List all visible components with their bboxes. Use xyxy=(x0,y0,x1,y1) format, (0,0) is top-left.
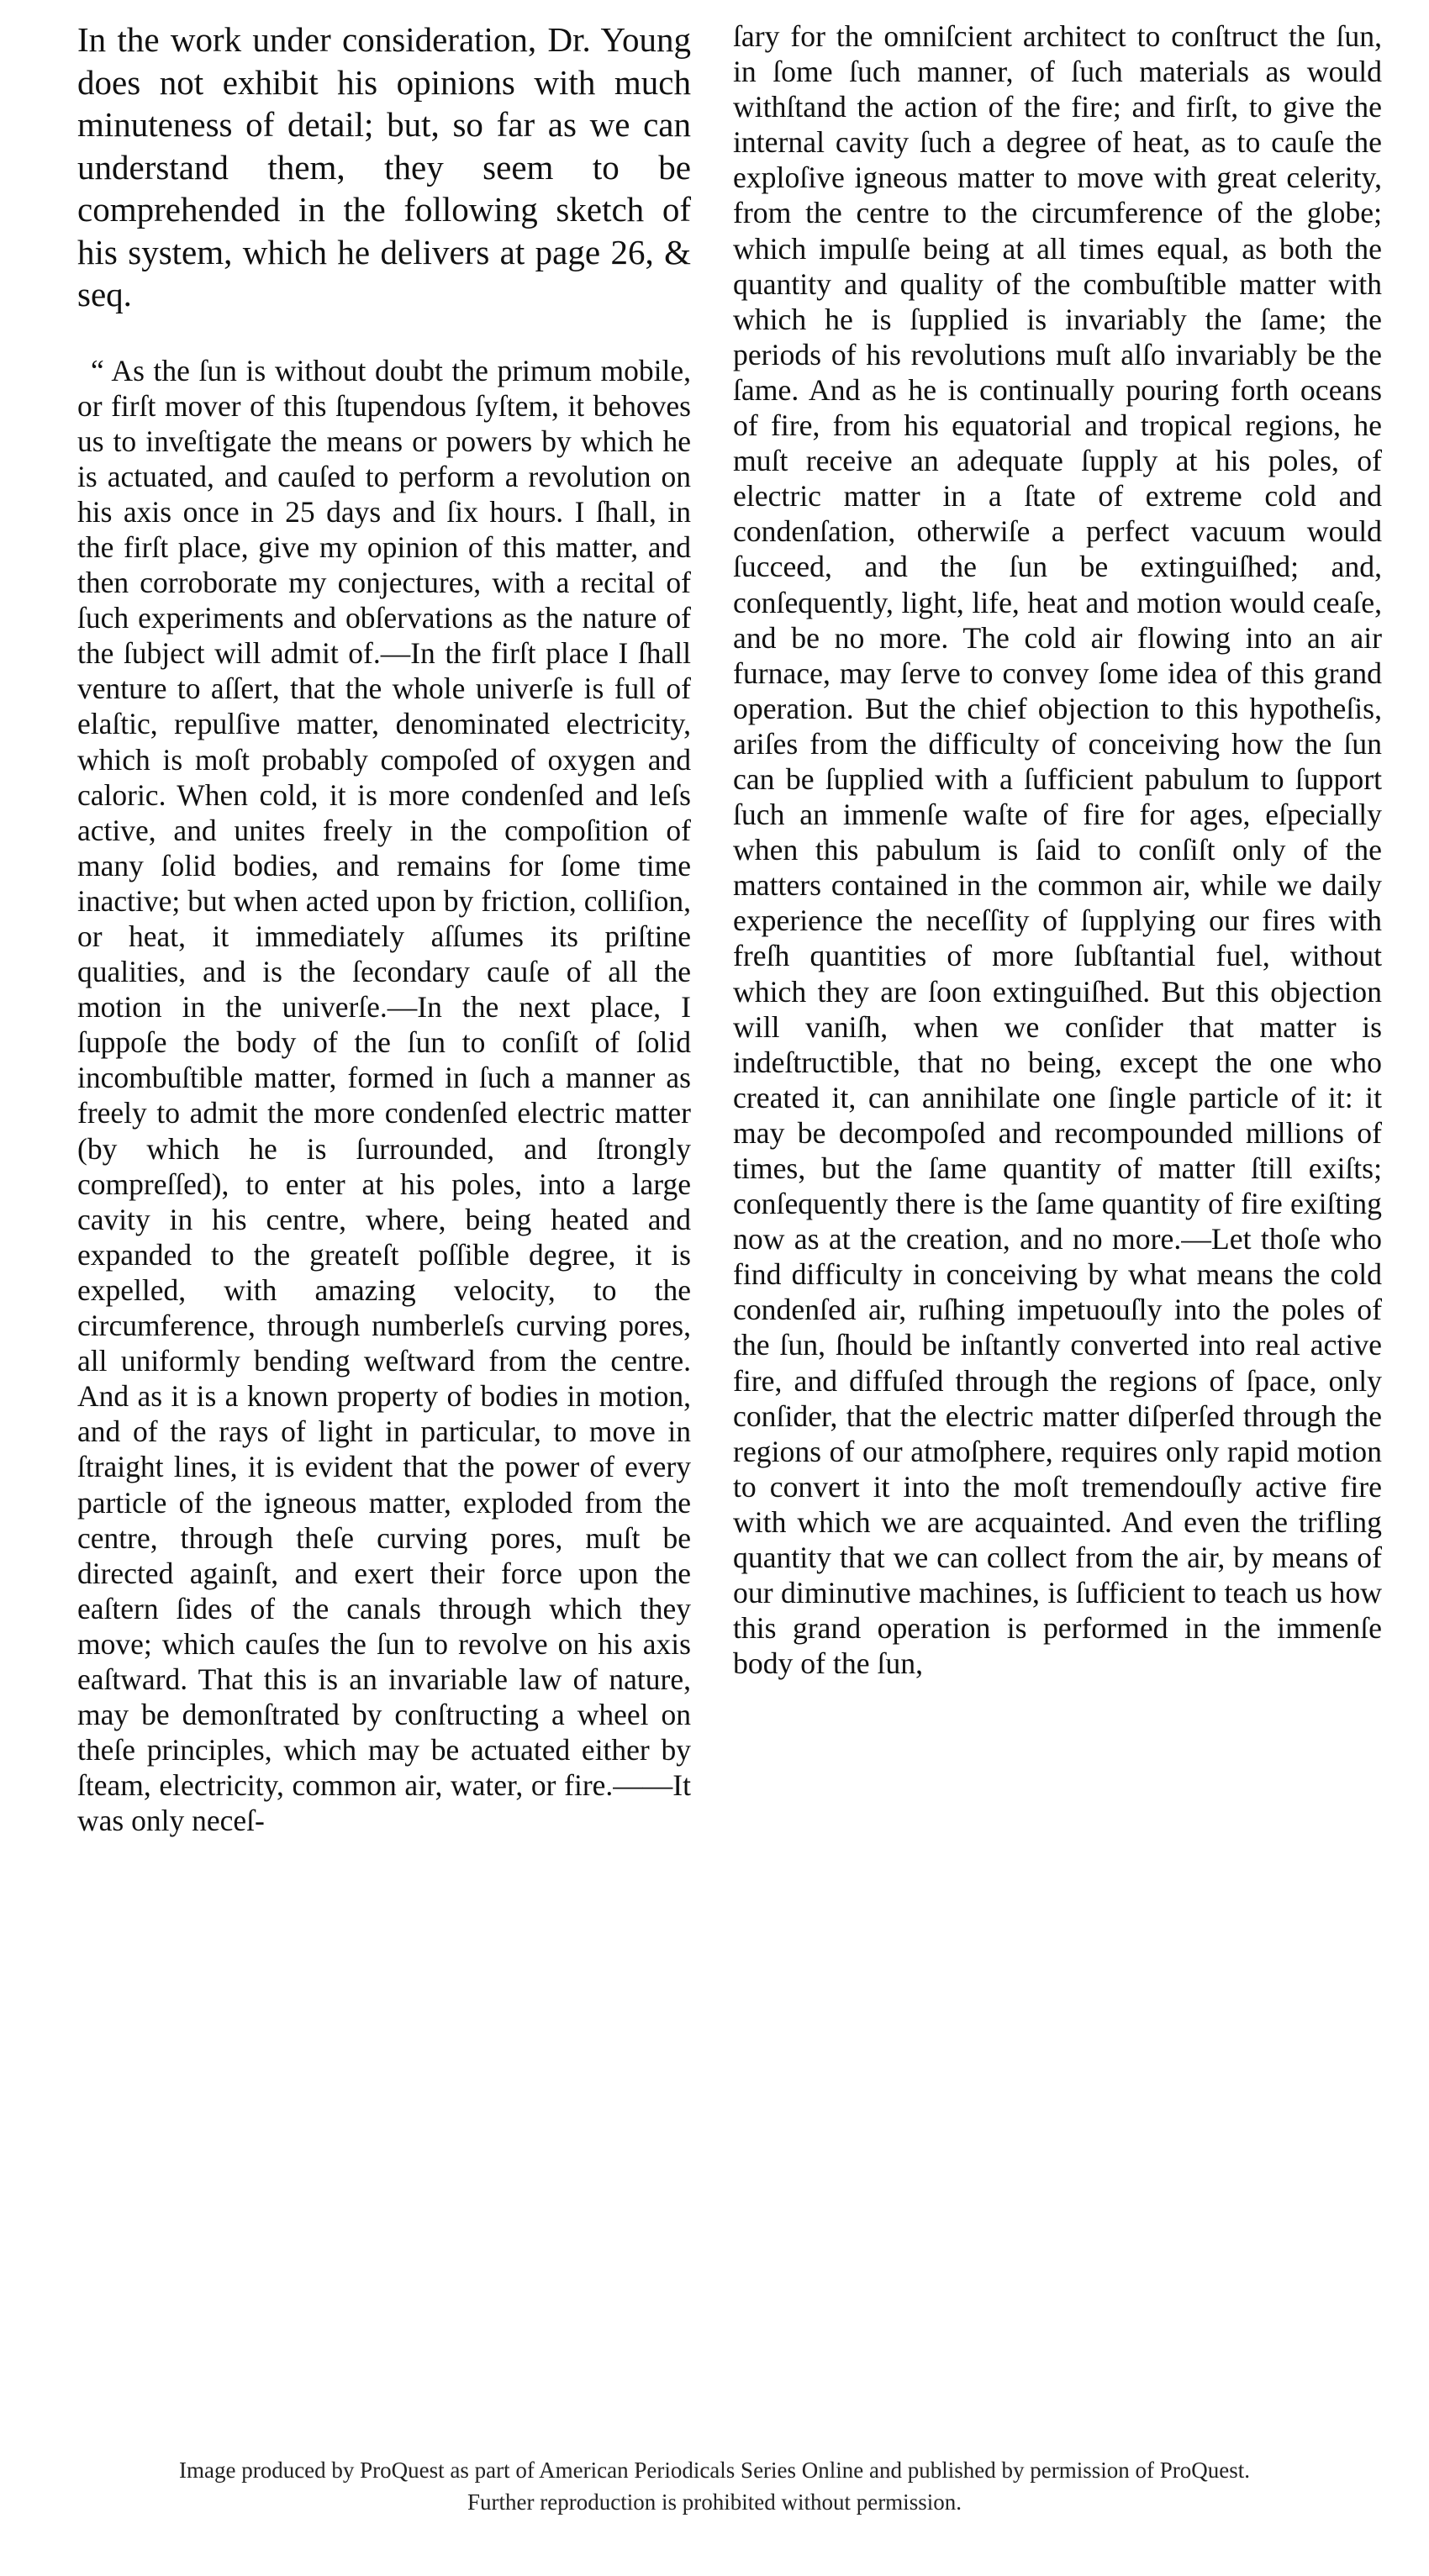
footer-line-2: Further reproduction is prohibited without permission. xyxy=(467,2489,962,2515)
left-column xyxy=(77,18,691,1838)
right-column xyxy=(733,18,1382,1681)
footer-line-1: Image produced by ProQuest as part of American Periodicals Series Online and published by permission of ProQuest. xyxy=(179,2457,1250,2483)
quote-paragraph-left: “ As the ſun is without doubt the primum mobile, or firſt mover of this ſtupendous ſyſtem, it behoves us to inveſtigate the means or powers by which he is actuated, and cauſed to perform a revolution on his axis once in 25 days and ſix hours. I ſhall, in the firſt place, give my opinion of this matter, and then corroborate my conjectures, with a recital of ſuch experiments and obſervations as the nature of the ſubject will admit of.—In the firſt place I ſhall venture to aſſert, that the whole univerſe is full of elaſtic, repulſive matter, denominated electricity, which is moſt probably compoſed of oxygen and caloric. When cold, it is more condenſed and leſs active, and unites freely in the compoſition of many ſolid bodies, and remains for ſome time inactive; but when acted upon by friction, colliſion, or heat, it immediately aſſumes its priſtine qualities, and is the ſecondary cauſe of all the motion in the univerſe.—In the next place, I ſuppoſe the body of the ſun to conſiſt of ſolid incombuſtible matter, formed in ſuch a manner as freely to admit the more condenſed electric matter (by which he is ſurrounded, and ſtrongly compreſſed), to enter at his poles, into a large cavity in his centre, where, being heated and expanded to the greateſt poſſible degree, it is expelled, with amazing velocity, to the circumference, through numberleſs curving pores, all uniformly bending weſtward from the centre. And as it is a known property of bodies in motion, and of the rays of light in particular, to move in ſtraight lines, it is evident that the power of every particle of the igneous matter, exploded from the centre, through theſe curving pores, muſt be directed againſt, and exert their force upon the eaſtern ſides of the canals through which they move; which cauſes the ſun to revolve on his axis eaſtward. That this is an invariable law of nature, may be demonſtrated by conſtructing a wheel on theſe principles, which may be actuated either by ſteam, electricity, common air, water, or fire.——It was only neceſ- xyxy=(77,353,691,1838)
quote-paragraph-right: ſary for the omniſcient architect to conſtruct the ſun, in ſome ſuch manner, of ſuch materials as would withſtand the action of the fire; and firſt, to give the internal cavity ſuch a degree of heat, as to cauſe the exploſive igneous matter to move with great celerity, from the centre to the circumference of the globe; which impulſe being at all times equal, as both the quantity and quality of the combuſtible matter with which he is ſupplied is invariably the ſame; the periods of his revolutions muſt alſo invariably be the ſame. And as he is continually pouring forth oceans of fire, from his equatorial and tropical regions, he muſt receive an adequate ſupply at his poles, of electric matter in a ſtate of extreme cold and condenſation, otherwiſe a perfect vacuum would ſucceed, and the ſun be extinguiſhed; and, conſequently, light, life, heat and motion would ceaſe, and be no more. The cold air flowing into an air furnace, may ſerve to convey ſome idea of this grand operation. But the chief objection to this hypotheſis, ariſes from the difficulty of conceiving how the ſun can be ſupplied with a ſufficient pabulum to ſupport ſuch an immenſe waſte of fire for ages, eſpecially when this pabulum is ſaid to conſiſt only of the matters contained in the common air, while we daily experience the neceſſity of ſupplying our fires with freſh quantities of more ſubſtantial fuel, without which they are ſoon extinguiſhed. But this objection will vaniſh, when we conſider that matter is indeſtructible, that no being, except the one who created it, can annihilate one ſingle particle of it: it may be decompoſed and recompounded millions of times, but the ſame quantity of matter ſtill exiſts; conſequently there is the ſame quantity of fire exiſting now as at the creation, and no more.—Let thoſe who find difficulty in conceiving by what means the cold condenſed air, ruſhing impetuouſly into the poles of the ſun, ſhould be inſtantly converted into real active fire, and diffuſed through the regions of ſpace, only conſider, that the electric matter diſperſed through the regions of our atmoſphere, requires only rapid motion to convert it into the moſt tremendouſly active fire with which we are acquainted. And even the trifling quantity that we can collect from the air, by means of our diminutive machines, is ſufficient to teach us how this grand operation is performed in the immenſe body of the ſun, xyxy=(733,19,1382,1681)
intro-paragraph: In the work under consideration, Dr. Young does not exhibit his opinions with much minuteness of detail; but, so far as we can understand them, they seem to be comprehended in the following sketch of his system, which he delivers at page 26, & seq. xyxy=(77,20,691,313)
proquest-footer xyxy=(0,2454,1429,2518)
